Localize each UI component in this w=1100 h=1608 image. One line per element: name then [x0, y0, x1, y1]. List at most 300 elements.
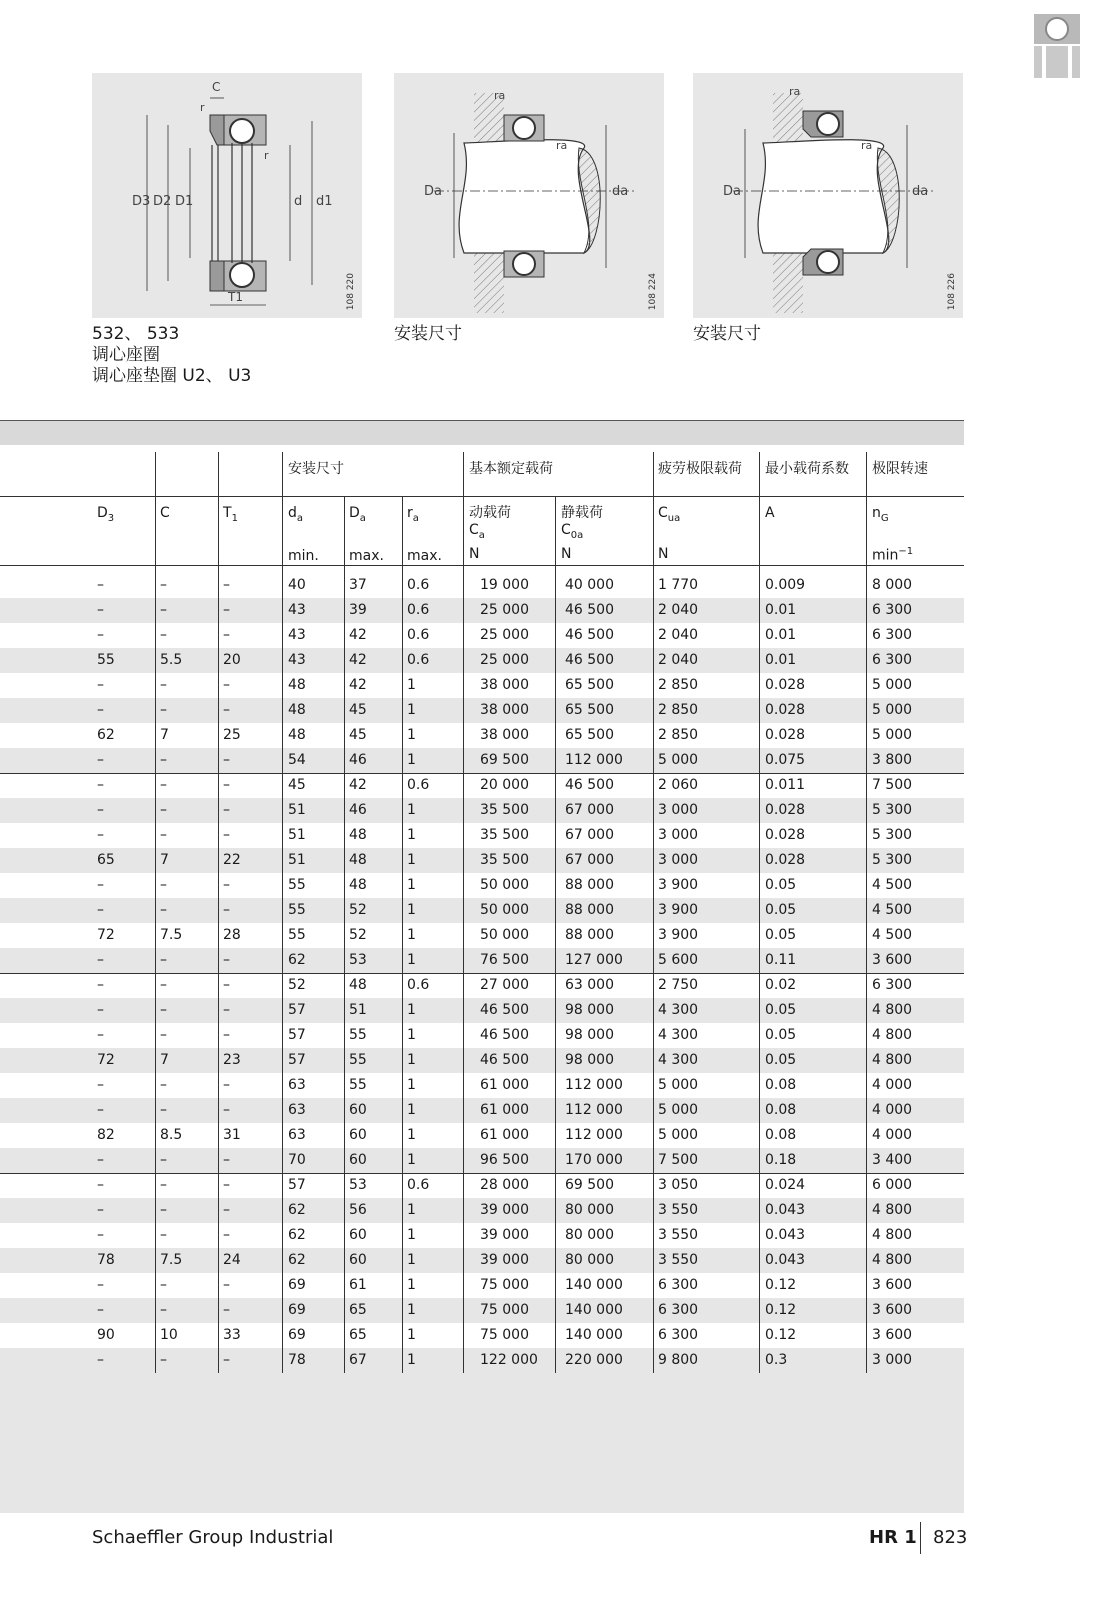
table-cell: 52	[349, 927, 367, 943]
table-row	[0, 648, 964, 673]
column-divider	[759, 452, 760, 1373]
table-cell: 0.024	[765, 1177, 806, 1193]
table-cell: 50 000	[480, 927, 529, 943]
table-cell: 69	[288, 1327, 306, 1343]
table-cell: 5 000	[872, 702, 913, 718]
table-cell: –	[97, 1152, 104, 1168]
table-cell: 55	[97, 652, 115, 668]
label-r-top: r	[200, 101, 205, 114]
caption-line: 532、 533	[92, 324, 180, 344]
table-cell: 9 800	[658, 1352, 699, 1368]
table-cell: 1	[407, 1052, 416, 1068]
table-row	[0, 1323, 964, 1348]
table-cell: –	[223, 577, 230, 593]
table-cell: 6 000	[872, 1177, 913, 1193]
table-cell: 3 000	[658, 852, 699, 868]
table-cell: 5 300	[872, 827, 913, 843]
group-header-basic-load: 基本额定载荷	[469, 461, 553, 477]
table-cell: 45	[288, 777, 306, 793]
footer-divider	[920, 1522, 921, 1554]
table-cell: 78	[97, 1252, 115, 1268]
table-cell: 45	[349, 702, 367, 718]
table-cell: –	[223, 1352, 230, 1368]
table-cell: 54	[288, 752, 306, 768]
table-cell: –	[160, 602, 167, 618]
table-cell: 4 000	[872, 1102, 913, 1118]
col-header-cua: $C_{ua}$	[658, 505, 681, 524]
table-cell: –	[223, 1277, 230, 1293]
table-cell: –	[97, 627, 104, 643]
figure-caption	[92, 324, 251, 387]
col-header-dynamic: 动载荷	[469, 505, 511, 521]
footer-company: Schaeffler Group Industrial	[92, 1527, 334, 1548]
table-cell: 1	[407, 1152, 416, 1168]
table-cell: –	[160, 802, 167, 818]
col-header-ca: $C_a$	[469, 522, 485, 541]
table-cell: 0.08	[765, 1077, 797, 1093]
table-cell: 122 000	[480, 1352, 538, 1368]
table-row	[0, 1223, 964, 1248]
table-cell: 7.5	[160, 1252, 183, 1268]
table-cell: 140 000	[565, 1277, 623, 1293]
table-cell: 0.02	[765, 977, 797, 993]
table-cell: 3 550	[658, 1252, 699, 1268]
table-cell: 48	[288, 727, 306, 743]
table-cell: –	[97, 602, 104, 618]
table-cell: –	[223, 752, 230, 768]
bearing-thumbnail-icon	[1032, 12, 1082, 80]
table-cell: 60	[349, 1102, 367, 1118]
table-cell: 62	[288, 1202, 306, 1218]
table-cell: –	[223, 777, 230, 793]
table-cell: 38 000	[480, 702, 529, 718]
unit-ng: $\min^{-1}$	[872, 546, 914, 564]
table-cell: 88 000	[565, 877, 614, 893]
table-cell: 1	[407, 1327, 416, 1343]
table-cell: –	[97, 677, 104, 693]
table-cell: –	[160, 902, 167, 918]
column-divider	[463, 452, 464, 1373]
table-cell: –	[97, 827, 104, 843]
col-header-static: 静载荷	[561, 505, 603, 521]
col-header-t1: $T_1$	[223, 505, 238, 524]
table-cell: 63 000	[565, 977, 614, 993]
table-cell: 3 900	[658, 902, 699, 918]
table-cell: 23	[223, 1052, 241, 1068]
table-cell: –	[223, 1152, 230, 1168]
table-cell: 1 770	[658, 577, 699, 593]
table-cell: 55	[288, 877, 306, 893]
table-cell: 72	[97, 1052, 115, 1068]
table-cell: 46 500	[565, 777, 614, 793]
table-cell: 4 500	[872, 902, 913, 918]
table-cell: 35 500	[480, 802, 529, 818]
table-cell: 1	[407, 752, 416, 768]
table-cell: 57	[288, 1177, 306, 1193]
table-cell: 10	[160, 1327, 178, 1343]
table-cell: 2 850	[658, 727, 699, 743]
table-cell: 1	[407, 727, 416, 743]
table-cell: 90	[97, 1327, 115, 1343]
table-row	[0, 1273, 964, 1298]
table-cell: 80 000	[565, 1252, 614, 1268]
table-cell: 170 000	[565, 1152, 623, 1168]
table-cell: 1	[407, 1127, 416, 1143]
table-cell: 140 000	[565, 1302, 623, 1318]
table-cell: –	[223, 702, 230, 718]
table-cell: 98 000	[565, 1027, 614, 1043]
table-cell: –	[223, 1202, 230, 1218]
table-cell: 55	[288, 927, 306, 943]
table-cell: 1	[407, 952, 416, 968]
table-cell: 46 500	[565, 627, 614, 643]
table-cell: 60	[349, 1252, 367, 1268]
unit-da-max: max.	[349, 548, 384, 564]
table-cell: –	[160, 677, 167, 693]
table-cell: 0.01	[765, 627, 797, 643]
table-cell: 25 000	[480, 602, 529, 618]
table-cell: –	[223, 1102, 230, 1118]
table-cell: 112 000	[565, 1077, 623, 1093]
unit-cua: N	[658, 546, 669, 562]
figure-caption	[394, 324, 462, 345]
table-cell: 0.043	[765, 1227, 806, 1243]
table-cell: 38 000	[480, 727, 529, 743]
table-row	[0, 1023, 964, 1048]
table-cell: 72	[97, 927, 115, 943]
footer-catalog: HR 1	[869, 1527, 917, 1548]
table-cell: 2 060	[658, 777, 699, 793]
column-divider	[218, 452, 219, 1373]
table-cell: 5.5	[160, 652, 183, 668]
table-cell: 5 000	[658, 1077, 699, 1093]
table-cell: 60	[349, 1152, 367, 1168]
table-cell: 0.043	[765, 1202, 806, 1218]
table-cell: 112 000	[565, 1127, 623, 1143]
table-cell: –	[223, 1227, 230, 1243]
col-header-c: C	[160, 505, 170, 521]
table-cell: 2 850	[658, 702, 699, 718]
table-cell: 70	[288, 1152, 306, 1168]
table-cell: 1	[407, 1027, 416, 1043]
column-divider	[555, 496, 556, 1373]
group-header-speed: 极限转速	[872, 461, 928, 477]
label-c: C	[212, 80, 221, 94]
table-cell: 28	[223, 927, 241, 943]
table-cell: 7	[160, 1052, 169, 1068]
table-cell: 3 600	[872, 1302, 913, 1318]
table-row	[0, 1123, 964, 1148]
table-cell: –	[160, 1202, 167, 1218]
table-cell: 19 000	[480, 577, 529, 593]
table-cell: 3 050	[658, 1177, 699, 1193]
table-cell: 56	[349, 1202, 367, 1218]
table-row	[0, 1148, 964, 1173]
table-cell: 7	[160, 852, 169, 868]
table-cell: –	[160, 1177, 167, 1193]
table-cell: 76 500	[480, 952, 529, 968]
table-cell: 0.01	[765, 602, 797, 618]
label-da-cap: Da	[424, 184, 442, 199]
label-ra-top: ra	[789, 85, 801, 98]
table-cell: 35 500	[480, 827, 529, 843]
column-divider	[653, 452, 654, 1373]
table-cell: 6 300	[872, 652, 913, 668]
table-cell: 61	[349, 1277, 367, 1293]
table-cell: –	[97, 1002, 104, 1018]
group-header-install: 安装尺寸	[288, 461, 344, 477]
table-cell: 48	[288, 702, 306, 718]
mounting-drawing-figure	[394, 73, 664, 318]
table-cell: –	[223, 677, 230, 693]
mounting-drawing-figure-2	[693, 73, 963, 318]
table-cell: –	[97, 1077, 104, 1093]
table-cell: 65 500	[565, 702, 614, 718]
col-header-a: A	[765, 505, 775, 521]
col-header-d3: $D_3$	[97, 505, 115, 524]
col-header-da-max: $D_a$	[349, 505, 366, 524]
table-cell: 0.028	[765, 702, 806, 718]
column-divider	[282, 452, 283, 1373]
table-empty-area	[0, 1372, 964, 1513]
table-cell: 55	[288, 902, 306, 918]
table-cell: 98 000	[565, 1052, 614, 1068]
table-cell: 0.6	[407, 627, 430, 643]
table-cell: –	[160, 1277, 167, 1293]
table-cell: 1	[407, 877, 416, 893]
label-t1: T1	[228, 290, 243, 304]
table-cell: 51	[288, 802, 306, 818]
table-cell: 46 500	[480, 1002, 529, 1018]
table-cell: 1	[407, 1077, 416, 1093]
table-cell: –	[97, 952, 104, 968]
table-cell: 52	[288, 977, 306, 993]
table-cell: 31	[223, 1127, 241, 1143]
table-cell: 37	[349, 577, 367, 593]
table-cell: 1	[407, 1202, 416, 1218]
table-cell: 3 900	[658, 877, 699, 893]
table-cell: 43	[288, 602, 306, 618]
group-divider	[0, 773, 964, 774]
table-cell: 42	[349, 652, 367, 668]
table-cell: 78	[288, 1352, 306, 1368]
table-cell: 0.075	[765, 752, 806, 768]
column-divider	[344, 496, 345, 1373]
label-ra-top: ra	[494, 89, 506, 102]
table-row	[0, 1248, 964, 1273]
table-row	[0, 573, 964, 598]
table-row	[0, 673, 964, 698]
table-cell: 1	[407, 702, 416, 718]
table-cell: 51	[349, 1002, 367, 1018]
table-cell: 52	[349, 902, 367, 918]
table-cell: –	[160, 827, 167, 843]
table-cell: 0.12	[765, 1302, 797, 1318]
unit-static: N	[561, 546, 572, 562]
table-cell: 7.5	[160, 927, 183, 943]
table-cell: 43	[288, 652, 306, 668]
table-cell: –	[97, 1027, 104, 1043]
table-cell: 2 040	[658, 652, 699, 668]
table-cell: 61 000	[480, 1077, 529, 1093]
table-cell: –	[97, 977, 104, 993]
table-cell: –	[97, 1102, 104, 1118]
table-cell: –	[160, 1102, 167, 1118]
table-cell: –	[223, 1002, 230, 1018]
table-cell: 39 000	[480, 1252, 529, 1268]
table-cell: 3 000	[872, 1352, 913, 1368]
figure-caption	[693, 324, 761, 345]
table-cell: 112 000	[565, 752, 623, 768]
table-cell: 35 500	[480, 852, 529, 868]
table-cell: 1	[407, 1002, 416, 1018]
table-cell: 8 000	[872, 577, 913, 593]
label-d3: D3	[132, 194, 151, 209]
table-cell: 65 500	[565, 677, 614, 693]
table-row	[0, 823, 964, 848]
table-cell: 57	[288, 1027, 306, 1043]
table-cell: 67 000	[565, 827, 614, 843]
table-cell: 40 000	[565, 577, 614, 593]
table-cell: 0.05	[765, 1052, 797, 1068]
table-cell: 2 040	[658, 627, 699, 643]
table-cell: 6 300	[872, 977, 913, 993]
table-cell: 1	[407, 1352, 416, 1368]
caption-line: 安装尺寸	[693, 324, 761, 344]
table-cell: 0.009	[765, 577, 806, 593]
table-cell: –	[160, 577, 167, 593]
table-cell: 69	[288, 1277, 306, 1293]
table-cell: 4 800	[872, 1027, 913, 1043]
table-cell: 42	[349, 677, 367, 693]
label-d1-cap: D1	[175, 194, 194, 209]
caption-line: 安装尺寸	[394, 324, 462, 344]
table-cell: 45	[349, 727, 367, 743]
table-row	[0, 948, 964, 973]
table-cell: –	[223, 627, 230, 643]
table-cell: 0.12	[765, 1277, 797, 1293]
table-cell: 4 500	[872, 877, 913, 893]
label-r-side: r	[264, 149, 269, 162]
table-cell: 3 000	[658, 802, 699, 818]
table-cell: 5 000	[658, 1102, 699, 1118]
table-cell: 69	[288, 1302, 306, 1318]
table-cell: –	[223, 1302, 230, 1318]
table-cell: 3 550	[658, 1202, 699, 1218]
table-cell: 39 000	[480, 1202, 529, 1218]
table-cell: –	[97, 1202, 104, 1218]
table-cell: –	[223, 877, 230, 893]
table-cell: –	[160, 1302, 167, 1318]
unit-da: min.	[288, 548, 319, 564]
label-ra-side: ra	[556, 139, 568, 152]
label-da-cap: Da	[723, 184, 741, 199]
table-row	[0, 598, 964, 623]
table-row	[0, 1298, 964, 1323]
table-cell: 39	[349, 602, 367, 618]
table-cell: 1	[407, 677, 416, 693]
table-cell: 1	[407, 1102, 416, 1118]
table-cell: 0.05	[765, 877, 797, 893]
table-cell: 5 000	[872, 677, 913, 693]
table-cell: 67 000	[565, 802, 614, 818]
table-cell: 0.028	[765, 727, 806, 743]
table-cell: –	[223, 902, 230, 918]
table-cell: 62	[97, 727, 115, 743]
table-cell: 46	[349, 802, 367, 818]
table-cell: –	[160, 1227, 167, 1243]
table-cell: 6 300	[658, 1302, 699, 1318]
table-cell: 39 000	[480, 1227, 529, 1243]
table-cell: 65	[97, 852, 115, 868]
table-cell: 0.6	[407, 777, 430, 793]
drawing-code: 108 220	[346, 272, 356, 310]
table-row	[0, 998, 964, 1023]
table-row	[0, 698, 964, 723]
table-cell: 140 000	[565, 1327, 623, 1343]
table-cell: 0.6	[407, 652, 430, 668]
table-row	[0, 1198, 964, 1223]
table-cell: 6 300	[658, 1327, 699, 1343]
table-cell: 65	[349, 1327, 367, 1343]
table-cell: 0.028	[765, 852, 806, 868]
table-cell: –	[223, 977, 230, 993]
table-cell: 42	[349, 777, 367, 793]
table-cell: 7	[160, 727, 169, 743]
table-cell: 1	[407, 927, 416, 943]
table-row	[0, 1098, 964, 1123]
table-cell: –	[160, 1027, 167, 1043]
group-divider	[0, 973, 964, 974]
table-cell: –	[160, 1152, 167, 1168]
table-cell: 0.01	[765, 652, 797, 668]
group-header-minload: 最小载荷系数	[765, 461, 849, 477]
table-cell: –	[160, 952, 167, 968]
table-cell: –	[160, 1352, 167, 1368]
table-cell: 220 000	[565, 1352, 623, 1368]
table-cell: 0.18	[765, 1152, 797, 1168]
table-cell: 3 550	[658, 1227, 699, 1243]
table-cell: 5 600	[658, 952, 699, 968]
table-row	[0, 723, 964, 748]
table-cell: –	[97, 1352, 104, 1368]
table-cell: 98 000	[565, 1002, 614, 1018]
table-cell: 3 600	[872, 952, 913, 968]
table-cell: 1	[407, 1227, 416, 1243]
table-cell: 0.05	[765, 927, 797, 943]
table-cell: 40	[288, 577, 306, 593]
table-cell: 1	[407, 902, 416, 918]
table-cell: 96 500	[480, 1152, 529, 1168]
column-divider	[402, 496, 403, 1373]
table-cell: 25 000	[480, 627, 529, 643]
table-cell: –	[160, 777, 167, 793]
group-divider	[0, 1173, 964, 1174]
table-cell: 0.08	[765, 1127, 797, 1143]
table-cell: 75 000	[480, 1327, 529, 1343]
table-cell: 62	[288, 1252, 306, 1268]
table-cell: 1	[407, 802, 416, 818]
unit-dynamic: N	[469, 546, 480, 562]
table-cell: 5 300	[872, 852, 913, 868]
table-cell: –	[97, 1277, 104, 1293]
table-cell: 3 600	[872, 1277, 913, 1293]
table-cell: 50 000	[480, 902, 529, 918]
table-cell: 69 500	[480, 752, 529, 768]
table-cell: –	[223, 1177, 230, 1193]
table-cell: 62	[288, 952, 306, 968]
table-cell: 48	[349, 852, 367, 868]
